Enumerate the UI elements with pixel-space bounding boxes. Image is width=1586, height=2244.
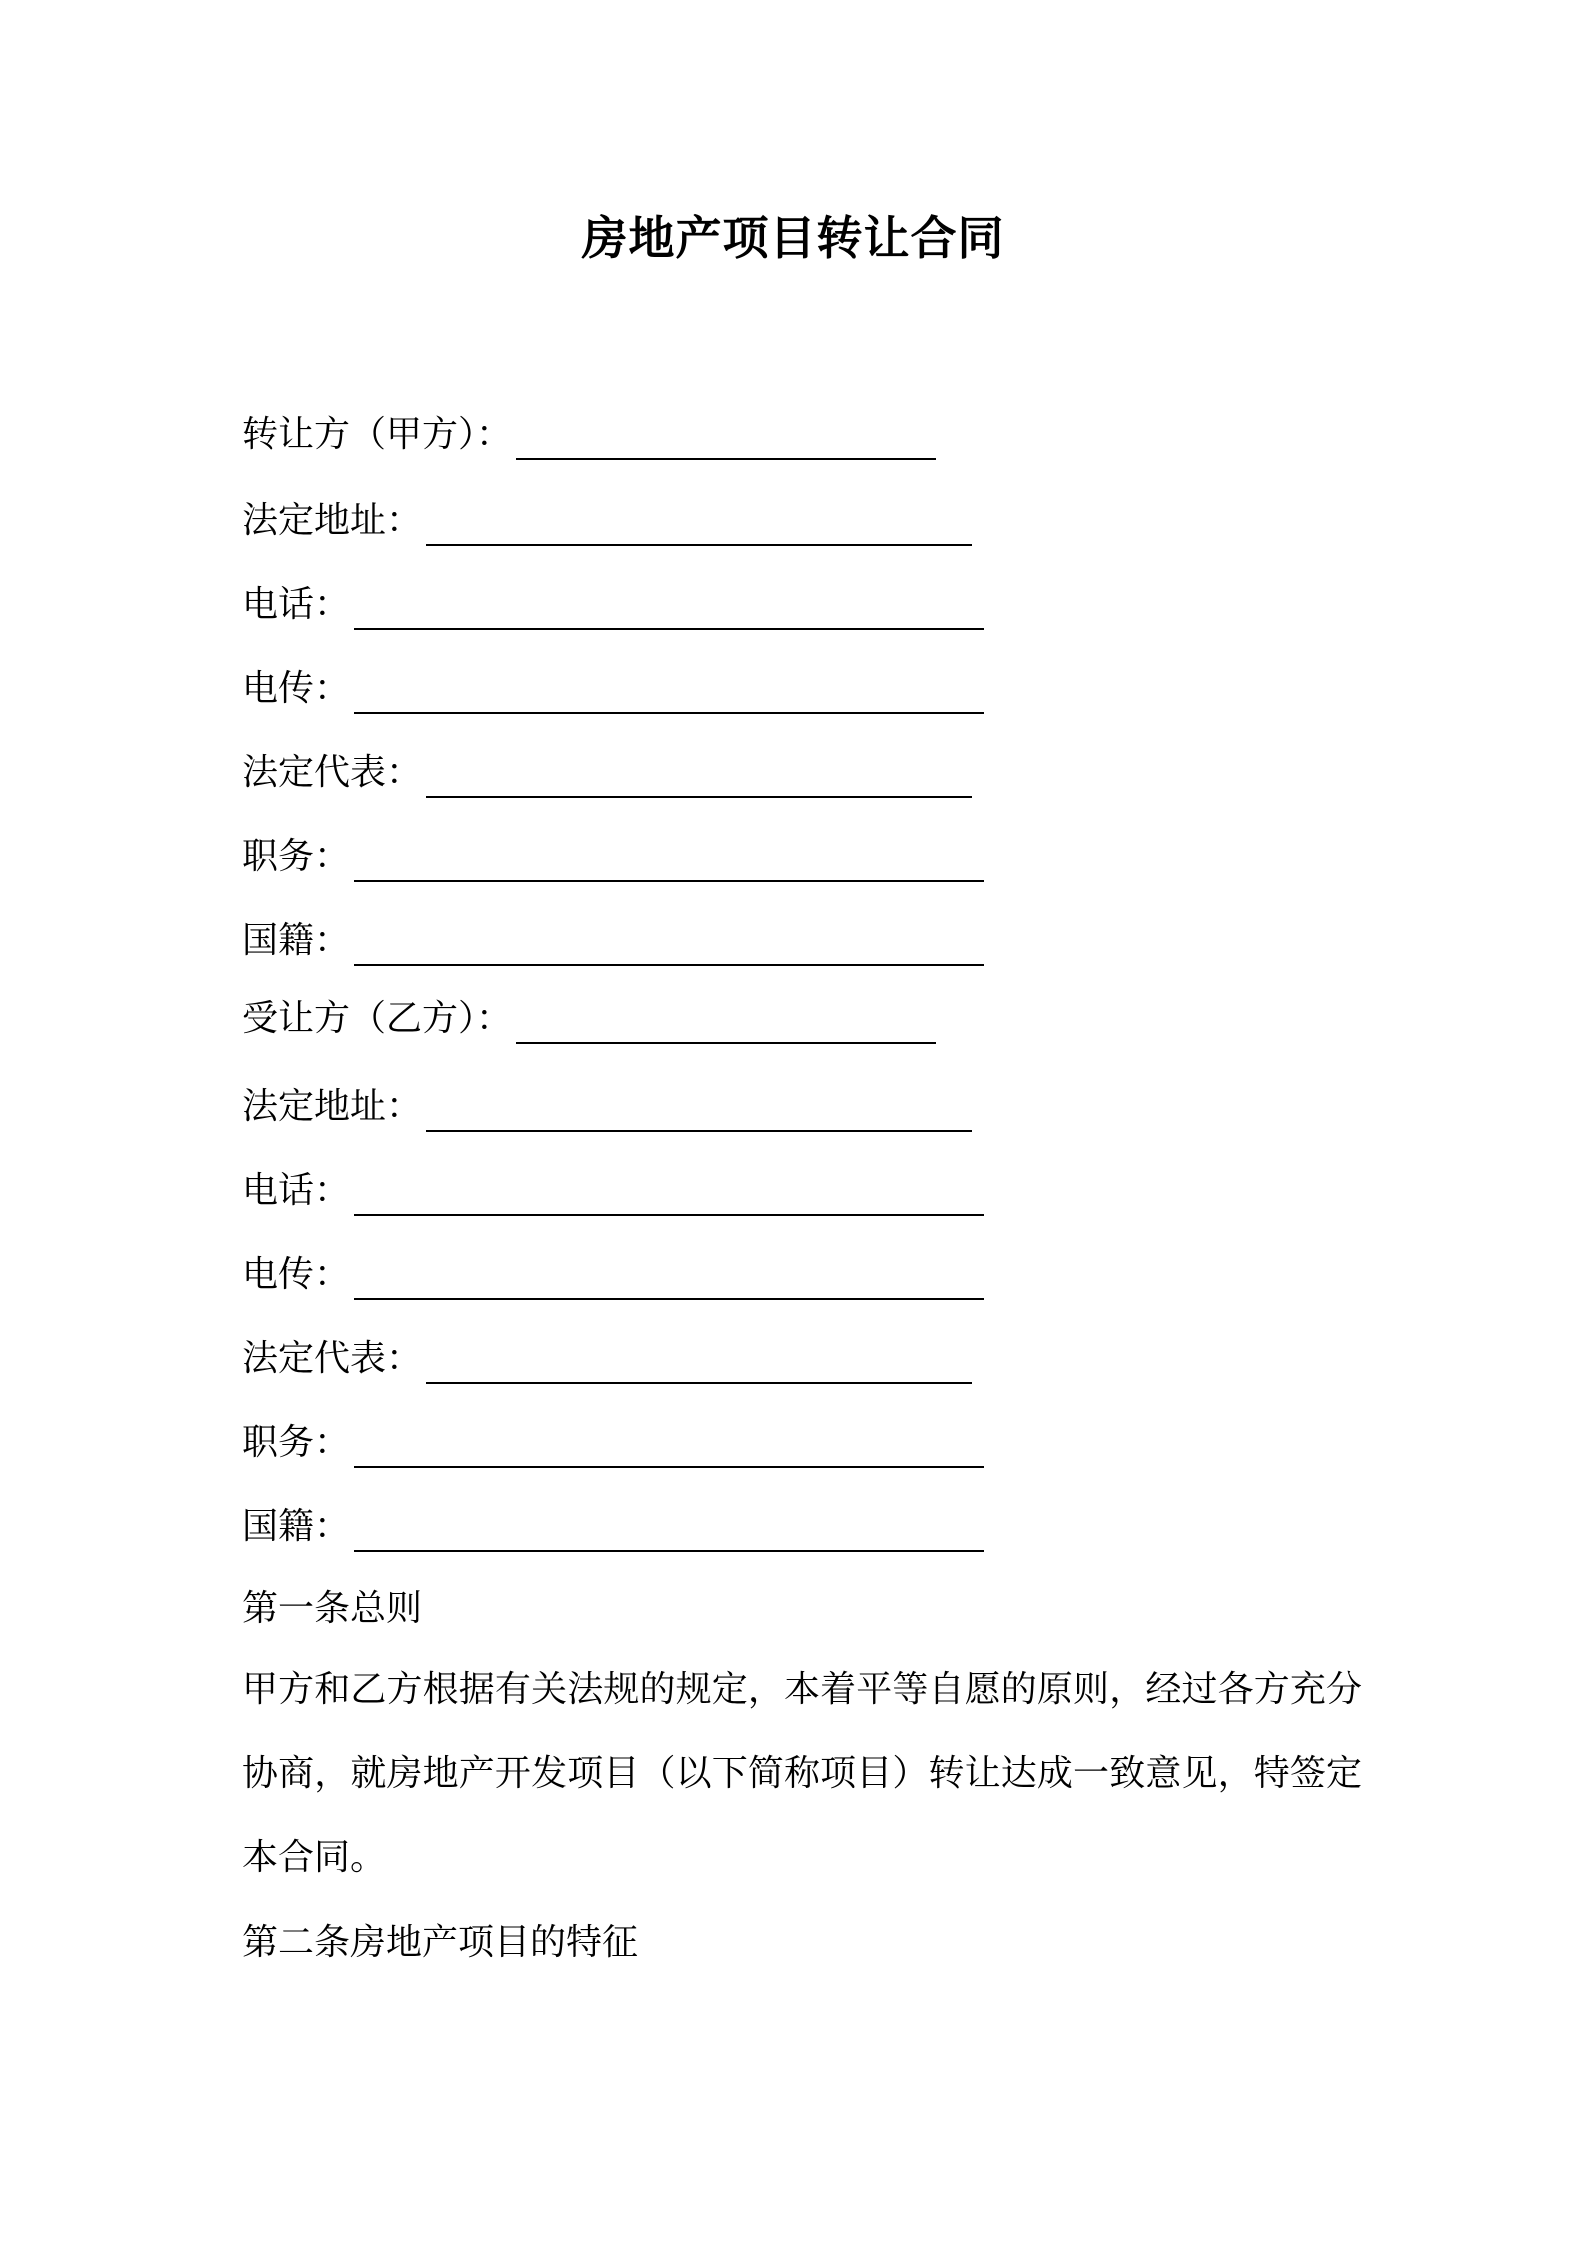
party-b-name-line xyxy=(242,994,936,1044)
party-b-address-line xyxy=(242,1082,972,1132)
party-b-address-blank[interactable] xyxy=(426,1092,972,1132)
document-title: 房地产项目转让合同 xyxy=(581,211,1005,265)
party-b-nationality-label: 国籍： xyxy=(242,1506,351,1547)
party-b-name-label: 受让方（乙方）： xyxy=(242,998,513,1039)
party-b-position-blank[interactable] xyxy=(354,1428,984,1468)
party-b-nationality-blank[interactable] xyxy=(354,1512,984,1552)
party-a-position-blank[interactable] xyxy=(354,842,984,882)
party-b-phone-label: 电话： xyxy=(242,1170,351,1211)
party-a-representative-blank[interactable] xyxy=(426,758,972,798)
party-b-telex-label: 电传： xyxy=(242,1254,351,1295)
article-1-heading: 第一条总则 xyxy=(242,1588,423,1629)
party-a-telex-line xyxy=(242,664,984,714)
party-a-address-blank[interactable] xyxy=(426,506,972,546)
party-b-phone-blank[interactable] xyxy=(354,1176,984,1216)
party-b-address-label: 法定地址： xyxy=(242,1086,423,1127)
party-b-representative-blank[interactable] xyxy=(426,1344,972,1384)
party-a-nationality-blank[interactable] xyxy=(354,926,984,966)
party-a-telex-label: 电传： xyxy=(242,668,351,709)
party-a-position-line xyxy=(242,832,984,882)
party-b-position-line xyxy=(242,1418,984,1468)
party-a-nationality-line xyxy=(242,916,984,966)
party-a-name-blank[interactable] xyxy=(516,420,936,460)
party-b-representative-line xyxy=(242,1334,972,1384)
party-a-phone-line xyxy=(242,580,984,630)
party-a-phone-blank[interactable] xyxy=(354,590,984,630)
party-b-telex-line xyxy=(242,1250,984,1300)
party-b-representative-label: 法定代表： xyxy=(242,1338,423,1379)
party-b-phone-line xyxy=(242,1166,984,1216)
party-a-address-line xyxy=(242,496,972,546)
party-a-address-label: 法定地址： xyxy=(242,500,423,541)
party-a-nationality-label: 国籍： xyxy=(242,920,351,961)
party-a-name-label: 转让方（甲方）： xyxy=(242,414,513,455)
party-a-telex-blank[interactable] xyxy=(354,674,984,714)
party-b-name-blank[interactable] xyxy=(516,1004,936,1044)
party-b-position-label: 职务： xyxy=(242,1422,351,1463)
article-2-heading: 第二条房地产项目的特征 xyxy=(242,1922,639,1963)
party-b-telex-blank[interactable] xyxy=(354,1260,984,1300)
party-a-name-line xyxy=(242,410,936,460)
article-1-body: 甲方和乙方根据有关法规的规定，本着平等自愿的原则，经过各方充分协商，就房地产开发项目（以下简称项目）转让达成一致意见，特签定本合同。 xyxy=(242,1669,1362,1878)
party-a-phone-label: 电话： xyxy=(242,584,351,625)
party-a-representative-label: 法定代表： xyxy=(242,752,423,793)
party-a-representative-line xyxy=(242,748,972,798)
party-b-nationality-line xyxy=(242,1502,984,1552)
party-a-position-label: 职务： xyxy=(242,836,351,877)
